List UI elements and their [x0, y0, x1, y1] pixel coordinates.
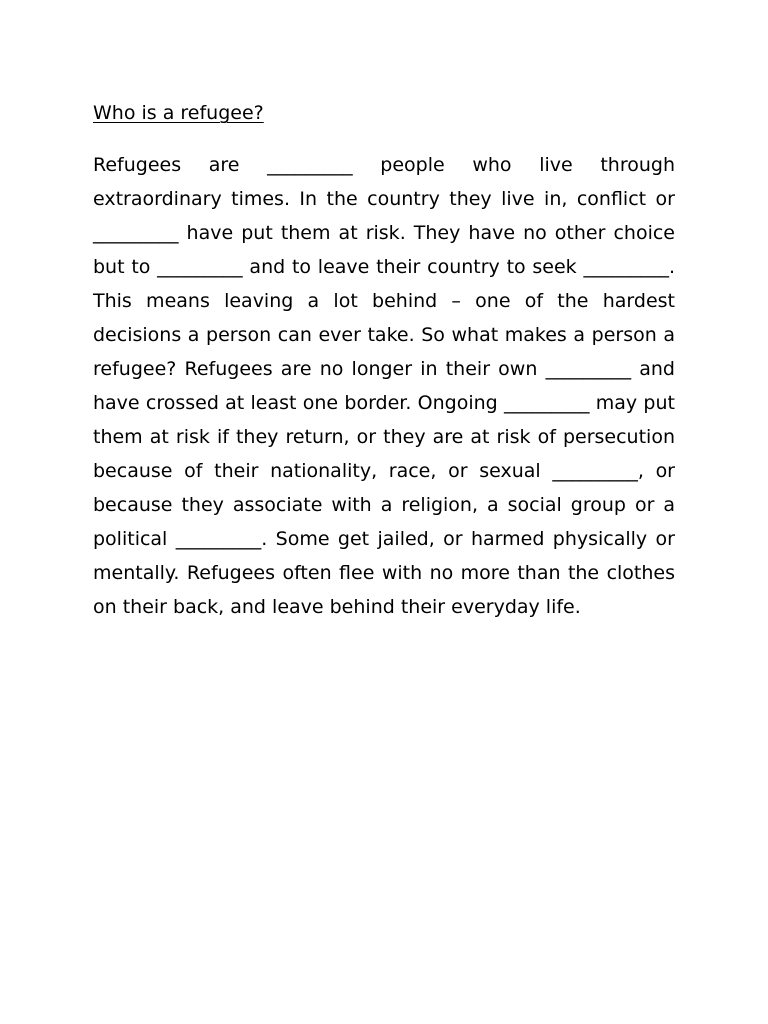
document-title: Who is a refugee? — [93, 102, 264, 124]
body-paragraph: Refugees are _________ people who live through extraordinary times. In the country they live in, conflict or _________ have put them at risk. They have no other choice but to _________ and to leave their country to seek _________. This means leaving a lot behind – one of the hardest decisions a person can ever take. So what makes a person a refugee? Refugees are no longer in their own _________ and have crossed at least one border. Ongoing _________ may put them at risk if they return, or they are at risk of persecution because of their nationality, race, or sexual _________, or because they associate with a religion, a social group or a political _________. Some get jailed, or harmed physically or mentally. Refugees often flee with no more than the clothes on their back, and leave behind their everyday life. — [93, 154, 675, 618]
